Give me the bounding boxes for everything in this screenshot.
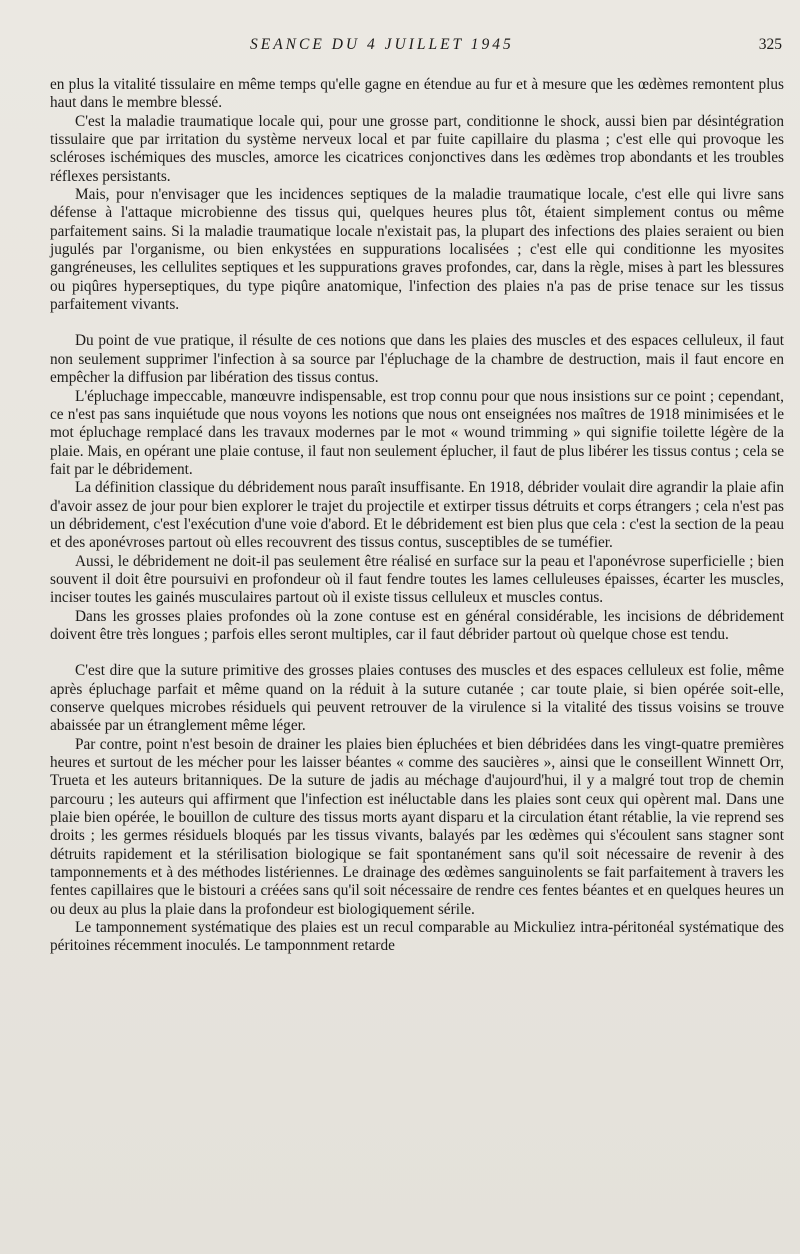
paragraph: Par contre, point n'est besoin de drainer les plaies bien épluchées et bien débridées dans les vingt-quatre premières heures et surtout de les mécher pour les laisser béantes « comme des saucières », ainsi que le conseillent Winnett Orr, Trueta et les auteurs britanniques. De la suture de jadis au méchage d'aujourd'hui, il y a malgré tout trop de chemin parcouru ; les auteurs qui affirment que l'infection est inéluctable dans les plaies sont ceux qui opèrent mal. Dans une plaie bien opérée, le bouillon de culture des tissus morts ayant disparu et la circulation étant rétablie, la vie reprend ses droits ; les germes résiduels bloqués par les tissus vivants, balayés par les œdèmes qui s'écoulent sans stagner sont détruits rapidement et la stérilisation biologique se fait spontanément sans qu'il soit nécessaire de revenir à des tamponnements et à des méthodes listériennes. Le drainage des œdèmes sanguinolents se fait parfaitement à travers les fentes capillaires que le bistouri a créées sans qu'il soit nécessaire de rendre ces fentes béantes et en quelques heures un ou deux au plus la plaie dans la profondeur est biologiquement sérile. bbox=[50, 735, 784, 918]
paragraph: Du point de vue pratique, il résulte de ces notions que dans les plaies des muscles et des espaces celluleux, il faut non seulement supprimer l'infection à sa source par l'épluchage de la chambre de destruction, mais il faut encore en empêcher la diffusion par libération des tissus contus. bbox=[50, 332, 784, 387]
running-title: SEANCE DU 4 JUILLET 1945 bbox=[250, 36, 514, 53]
paragraph: Aussi, le débridement ne doit-il pas seulement être réalisé en surface sur la peau et l'aponévrose superficielle ; bien souvent il doit être poursuivi en profondeur où il faut fendre toutes les lames celluleuses épaisses, écarter les muscles, inciser toutes les gainés musculaires partout où il existe tissus celluleux et muscles contus. bbox=[50, 552, 784, 607]
paragraph: Le tamponnement systématique des plaies est un recul comparable au Mickuliez intra-péritonéal systématique des péritoines récemment inoculés. Le tamponnment retarde bbox=[50, 919, 784, 955]
page-header bbox=[0, 36, 800, 58]
body-text bbox=[50, 76, 784, 956]
paragraph: C'est la maladie traumatique locale qui, pour une grosse part, conditionne le shock, aussi bien par désintégration tissulaire que par irritation du système nerveux local et par fuite capillaire du plasma ; c'est elle qui provoque les scléroses ischémiques des muscles, amorce les cicatrices conjonctives dans les œdèmes trop abondants et les troubles réflexes persistants. bbox=[50, 112, 784, 185]
paragraph: en plus la vitalité tissulaire en même temps qu'elle gagne en étendue au fur et à mesure que les œdèmes remontent plus haut dans le membre blessé. bbox=[50, 76, 784, 112]
page-number: 325 bbox=[758, 36, 782, 53]
paragraph: L'épluchage impeccable, manœuvre indispensable, est trop connu pour que nous insistions sur ce point ; cependant, ce n'est pas sans inquiétude que nous voyons les notions que nous ont enseignées nos maîtres de 1918 minimisées et le mot épluchage remplacé dans les travaux modernes par le mot « wound trimming » qui signifie toilette légère de la plaie. Mais, en opérant une plaie contuse, il faut non seulement éplucher, il faut de plus libérer les tissus contus ; cela se fait par le débridement. bbox=[50, 387, 784, 478]
paragraph: Mais, pour n'envisager que les incidences septiques de la maladie traumatique locale, c'est elle qui livre sans défense à l'attaque microbienne des tissus qui, quelques heures plus tôt, étaient simplement contus ou même parfaitement sains. Si la maladie traumatique locale n'existait pas, la plupart des infections des plaies seraient ou bien jugulés par l'organisme, ou bien enkystées en suppurations localisées ; c'est elle qui conditionne les myosites gangréneuses, les cellulites septiques et les suppurations graves profondes, car, dans la règle, mises à part les blessures ou piqûres hyperseptiques, du type piqûre anatomique, l'infection des plaies n'a pas de prise tenace sur les tissus parfaitement vivants. bbox=[50, 186, 784, 314]
paragraph: Dans les grosses plaies profondes où la zone contuse est en général considérable, les incisions de débridement doivent être très longues ; parfois elles seront multiples, car il faut débrider partout où quelque chose est tendu. bbox=[50, 607, 784, 643]
paragraph: C'est dire que la suture primitive des grosses plaies contuses des muscles et des espaces celluleux est folie, même après épluchage parfait et même quand on la réduit à la suture cutanée ; car toute plaie, si bien opérée soit-elle, conserve quelques microbes résiduels qui peuvent retrouver de la virulence si la vitalité des tissus voisins se trouve abaissée par un étranglement même léger. bbox=[50, 662, 784, 735]
paragraph: La définition classique du débridement nous paraît insuffisante. En 1918, débrider voulait dire agrandir la plaie afin d'avoir assez de jour pour bien explorer le trajet du projectile et extirper tissus détruits et corps étrangers ; cela n'est pas un débridement, c'est l'exécution d'une voie d'abord. Et le débridement est bien plus que cela : c'est la section de la peau et des aponévroses partout où elles recouvrent des tissus contus, susceptibles de se tuméfier. bbox=[50, 479, 784, 552]
